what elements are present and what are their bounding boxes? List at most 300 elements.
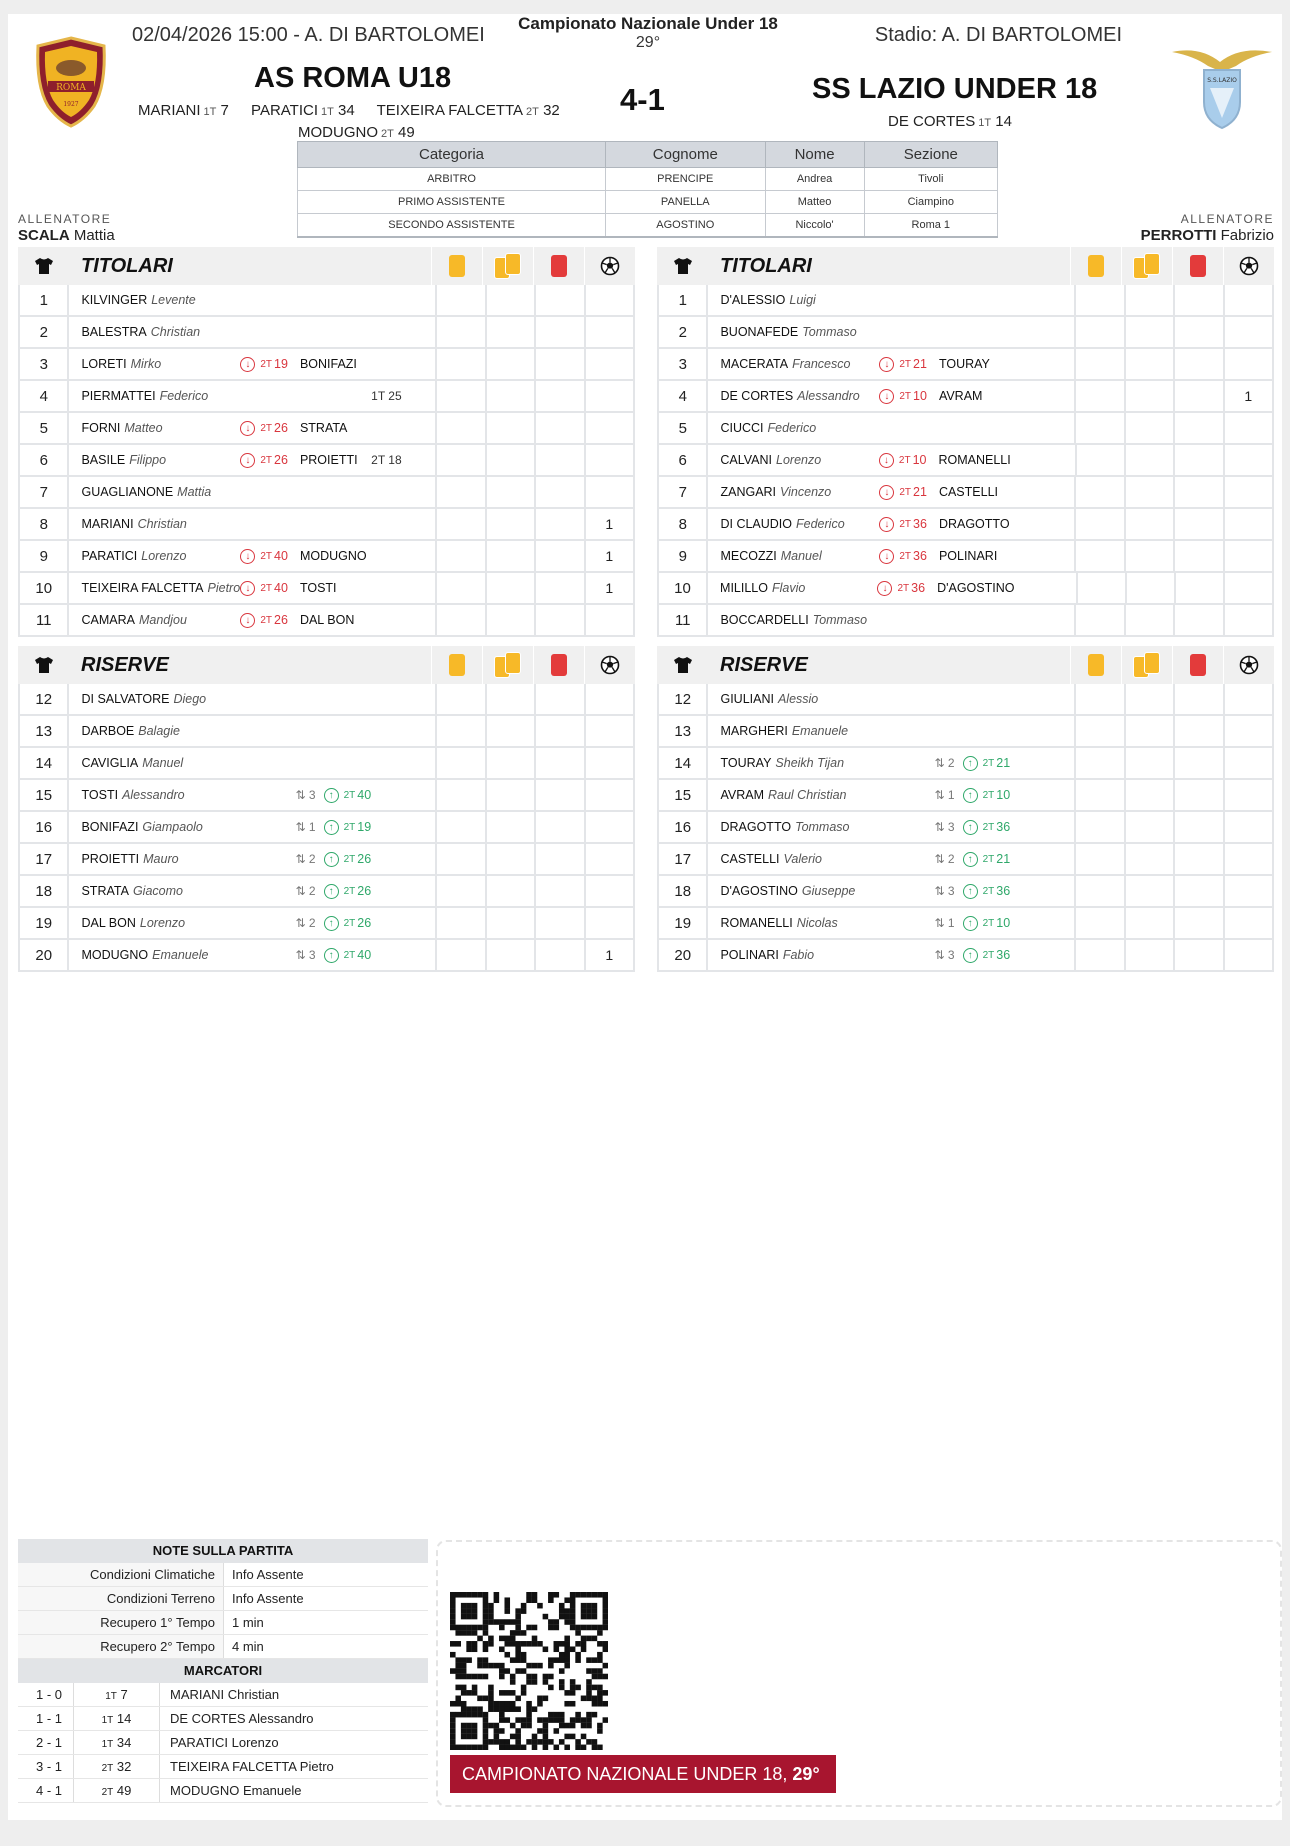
double-yellow-card-cell <box>1124 413 1173 443</box>
player-row[interactable] <box>659 684 1272 716</box>
shirt-number: 8 <box>20 509 69 539</box>
stadium-name: A. DI BARTOLOMEI <box>941 24 1122 46</box>
double-yellow-card-cell <box>1124 349 1173 379</box>
player-name <box>69 724 240 738</box>
player-surname: DI SALVATORE <box>81 692 170 706</box>
yellow-card-cell <box>1074 748 1123 778</box>
double-yellow-card-icon <box>1121 247 1172 285</box>
red-card-cell <box>534 509 583 539</box>
yellow-card-cell <box>1074 285 1123 315</box>
yellow-card-cell <box>1074 908 1123 938</box>
extra-info: 1T 25 <box>371 389 402 403</box>
qr-code-icon[interactable] <box>450 1592 608 1750</box>
red-card-cell <box>534 908 583 938</box>
goals-cell <box>1223 573 1272 603</box>
sub-out-icon: ↓ 2T 10 <box>879 389 927 404</box>
away-subs-section-header <box>657 646 1274 684</box>
sub-minute: 36 <box>996 820 1011 834</box>
red-card-cell <box>1173 908 1222 938</box>
goals-cell: 1 <box>584 940 633 970</box>
shirt-number: 20 <box>659 940 708 970</box>
player-row[interactable] <box>20 317 633 349</box>
sub-minute: 26 <box>274 421 288 435</box>
player-name <box>69 421 240 435</box>
player-name <box>69 581 240 595</box>
player-row[interactable] <box>659 716 1272 748</box>
scorer-minute: 14 <box>116 1711 132 1726</box>
player-name <box>69 613 240 627</box>
player-surname: STRATA <box>81 884 129 898</box>
player-firstname: Levente <box>151 293 196 307</box>
double-yellow-card-cell <box>485 716 534 746</box>
player-row[interactable] <box>659 445 1272 477</box>
yellow-card-icon <box>431 247 482 285</box>
shirt-number: 7 <box>659 477 708 507</box>
away-coach: PERROTTI Fabrizio <box>1140 227 1274 244</box>
double-yellow-card-cell <box>1124 509 1173 539</box>
goals-cell <box>1223 876 1272 906</box>
sub-half: 2T <box>898 454 911 466</box>
yellow-card-cell <box>1074 605 1123 635</box>
shirt-number: 4 <box>659 381 708 411</box>
red-card <box>551 255 567 277</box>
goals-cell <box>1223 908 1272 938</box>
goals-cell <box>1223 541 1272 571</box>
player-row[interactable] <box>659 541 1272 573</box>
player-surname: TEIXEIRA FALCETTA <box>81 581 204 595</box>
goals-cell: 1 <box>1223 381 1272 411</box>
competition-title: Campionato Nazionale Under 18 <box>518 14 778 33</box>
sub-half: 2T <box>343 789 356 801</box>
yellow-card-cell <box>1074 812 1123 842</box>
player-row[interactable] <box>20 684 633 716</box>
lazio-logo-text: S.S.LAZIO <box>1207 77 1237 84</box>
section-title: RISERVE <box>81 653 169 676</box>
shirt-number: 11 <box>20 605 69 635</box>
red-card-cell <box>1173 844 1222 874</box>
sub-half: 2T <box>343 885 356 897</box>
home-starters-section-header <box>18 247 635 285</box>
double-yellow-card-cell <box>1125 573 1174 603</box>
player-firstname: Diego <box>173 692 207 706</box>
sub-minute: 26 <box>274 613 288 627</box>
scorer-half: 1T <box>101 1739 114 1750</box>
away-scorers-line <box>888 113 1012 130</box>
lazio-logo <box>1170 42 1274 132</box>
player-name <box>69 916 240 930</box>
shirt-number: 18 <box>659 876 708 906</box>
player-name <box>69 389 240 403</box>
double-yellow-card-cell <box>1124 445 1173 475</box>
red-card-cell <box>1173 381 1222 411</box>
sub-half: 2T <box>897 582 910 594</box>
player-name <box>69 325 240 339</box>
player-row[interactable] <box>20 413 633 445</box>
shirt-number: 6 <box>20 445 69 475</box>
player-surname: GUAGLIANONE <box>81 485 174 499</box>
player-firstname: Mauro <box>143 852 179 866</box>
scorer-row <box>18 1731 428 1755</box>
yellow-card-cell <box>435 445 484 475</box>
shirt-number: 13 <box>20 716 69 746</box>
sub-minute: 36 <box>913 549 927 563</box>
player-surname: BOCCARDELLI <box>720 613 809 627</box>
yellow-card-cell <box>435 349 484 379</box>
shirt-number: 8 <box>659 509 708 539</box>
player-firstname: Luigi <box>789 293 816 307</box>
home-scorer: MARIANI 1T 7 <box>138 102 229 119</box>
player-firstname: Emanuele <box>791 724 849 738</box>
yellow-card-cell <box>1074 317 1123 347</box>
player-firstname: Pietro <box>207 581 241 595</box>
yellow-card-cell <box>435 541 484 571</box>
red-card-cell <box>1173 876 1222 906</box>
player-row[interactable] <box>659 812 1272 844</box>
player-surname: D'AGOSTINO <box>720 884 798 898</box>
player-surname: TOSTI <box>81 788 119 802</box>
scorer-half: 2T <box>101 1763 114 1774</box>
sub-out-icon: ↓ 2T 10 <box>879 453 927 468</box>
sub-minute: 21 <box>996 852 1011 866</box>
red-card-cell <box>1173 509 1222 539</box>
goals-cell <box>584 349 633 379</box>
player-name <box>69 517 240 531</box>
yellow-card-cell <box>1074 541 1123 571</box>
player-row[interactable] <box>659 317 1272 349</box>
goals-cell: 1 <box>584 541 633 571</box>
yellow-card-cell <box>435 876 484 906</box>
player-row[interactable] <box>20 748 633 780</box>
sub-out-icon: ↓ 2T 26 <box>240 453 288 468</box>
player-firstname: Federico <box>159 389 209 403</box>
sub-minute: 40 <box>274 549 288 563</box>
double-yellow-card-cell <box>485 445 534 475</box>
sub-half: 2T <box>982 757 995 769</box>
substitution-info <box>877 581 1015 596</box>
replaced-by: STRATA <box>299 421 348 435</box>
sub-minute: 19 <box>274 357 288 371</box>
replaced-by: DRAGOTTO <box>938 517 1010 531</box>
red-card-cell <box>534 573 583 603</box>
shirt-number: 15 <box>20 780 69 810</box>
swap-icon: ⇅ 3 <box>295 788 316 802</box>
yellow-card-icon <box>1070 646 1121 684</box>
player-firstname: Manuel <box>142 756 184 770</box>
yellow-card-cell <box>1074 349 1123 379</box>
double-yellow-card-cell <box>485 509 534 539</box>
sub-half: 2T <box>343 853 356 865</box>
red-card <box>1190 255 1206 277</box>
extra-info: 2T 18 <box>371 453 402 467</box>
sub-minute: 21 <box>913 485 927 499</box>
substitution-info <box>240 453 371 468</box>
player-row[interactable] <box>20 381 633 413</box>
red-card-cell <box>534 285 583 315</box>
scorer-minute: 32 <box>116 1759 132 1774</box>
player-row[interactable] <box>20 844 633 876</box>
player-firstname: Balagie <box>138 724 180 738</box>
scorer-minute: 34 <box>116 1735 132 1750</box>
player-surname: MECOZZI <box>720 549 777 563</box>
sub-out-icon: ↓ 2T 36 <box>877 581 925 596</box>
player-row[interactable] <box>659 477 1272 509</box>
goals-cell <box>584 445 633 475</box>
yellow-card-cell <box>1074 716 1123 746</box>
player-row[interactable] <box>659 509 1272 541</box>
player-surname: CALVANI <box>720 453 773 467</box>
red-card-cell <box>1174 573 1223 603</box>
yellow-card-cell <box>435 844 484 874</box>
player-name <box>69 756 240 770</box>
home-scorer: TEIXEIRA FALCETTA 2T 32 <box>376 102 560 119</box>
double-yellow-card-cell <box>485 317 534 347</box>
goals-cell <box>1223 940 1272 970</box>
player-row[interactable] <box>659 780 1272 812</box>
shirt-number: 13 <box>659 716 708 746</box>
notes-row: Condizioni Climatiche Info Assente <box>18 1563 428 1587</box>
player-name <box>708 852 879 866</box>
player-name <box>708 293 879 307</box>
player-row[interactable] <box>20 349 633 381</box>
player-row[interactable] <box>659 605 1272 637</box>
player-row[interactable] <box>20 573 633 605</box>
notes-title: NOTE SULLA PARTITA <box>18 1539 428 1563</box>
goals-cell <box>584 413 633 443</box>
sub-minute: 40 <box>357 948 372 962</box>
sub-minute: 10 <box>912 453 927 467</box>
yellow-card-cell <box>1074 381 1123 411</box>
red-card-icon <box>533 646 584 684</box>
goals-cell <box>1223 285 1272 315</box>
replaced-by: DAL BON <box>299 613 355 627</box>
player-row[interactable] <box>20 477 633 509</box>
player-name <box>708 485 879 499</box>
player-row[interactable] <box>659 876 1272 908</box>
shirt-number: 12 <box>659 684 708 714</box>
goals-cell <box>584 381 633 411</box>
player-surname: CAMARA <box>81 613 135 627</box>
substitution-info <box>879 884 1010 899</box>
roma-logo <box>34 36 108 128</box>
yellow-card-cell <box>1074 940 1123 970</box>
away-coach-label: ALLENATORE <box>1180 212 1274 226</box>
yellow-card <box>449 654 465 676</box>
swap-icon: ⇅ 2 <box>295 852 316 866</box>
player-row[interactable] <box>659 349 1272 381</box>
player-firstname: Christian <box>137 517 187 531</box>
double-yellow-card-cell <box>485 908 534 938</box>
goals-cell <box>584 477 633 507</box>
player-row[interactable] <box>20 812 633 844</box>
red-card-icon <box>1172 646 1223 684</box>
yellow-card-cell <box>435 716 484 746</box>
player-row[interactable] <box>659 285 1272 317</box>
double-yellow-card <box>1133 253 1161 279</box>
scorer-half: 2T <box>101 1787 114 1798</box>
goals-cell <box>584 285 633 315</box>
player-row[interactable] <box>20 509 633 541</box>
scorer-score: 2 - 1 <box>18 1731 74 1754</box>
player-row[interactable] <box>659 748 1272 780</box>
substitution-info <box>879 820 1010 835</box>
goals-cell: 1 <box>584 573 633 603</box>
scorer-row <box>18 1755 428 1779</box>
sub-half: 2T <box>982 885 995 897</box>
away-subs-table <box>657 646 1274 972</box>
player-row[interactable] <box>659 413 1272 445</box>
away-subs-player-list <box>657 684 1274 972</box>
replaced-by: ROMANELLI <box>938 453 1011 467</box>
ref-row: ARBITRO PRENCIPE Andrea Tivoli <box>298 168 998 191</box>
player-surname: BALESTRA <box>81 325 147 339</box>
player-row[interactable] <box>659 573 1272 605</box>
replaced-by: BONIFAZI <box>299 357 357 371</box>
sub-in-icon: ↑ 2T 21 <box>963 852 1011 867</box>
section-title: TITOLARI <box>81 254 173 277</box>
red-card-cell <box>534 605 583 635</box>
home-scorer: MODUGNO 2T 49 <box>298 124 415 141</box>
player-firstname: Federico <box>796 517 845 531</box>
player-name <box>708 884 879 898</box>
competition-round: 29° <box>635 34 661 51</box>
red-card-cell <box>1173 684 1222 714</box>
substitution-info <box>240 421 371 436</box>
yellow-card-cell <box>1074 876 1123 906</box>
player-name <box>708 549 879 563</box>
goals-cell <box>1223 780 1272 810</box>
sub-in-icon: ↑ 2T 40 <box>324 948 372 963</box>
player-name <box>708 325 879 339</box>
player-name <box>708 389 879 403</box>
player-surname: DRAGOTTO <box>720 820 792 834</box>
scorer-name: PARATICI Lorenzo <box>170 1735 279 1750</box>
stadium-label: Stadio: <box>874 24 938 46</box>
scorer-time <box>74 1731 160 1754</box>
substitution-info <box>879 357 1010 372</box>
scorers-title: MARCATORI <box>18 1659 428 1683</box>
swap-count: 1 <box>947 916 955 930</box>
yellow-card-cell <box>1075 445 1124 475</box>
player-row[interactable] <box>20 716 633 748</box>
goals-cell <box>1223 605 1272 635</box>
sub-in-icon: ↑ 2T 36 <box>963 884 1011 899</box>
player-surname: GIULIANI <box>720 692 774 706</box>
sub-minute: 40 <box>274 581 288 595</box>
swap-count: 2 <box>947 756 955 770</box>
red-card-cell <box>534 349 583 379</box>
replaced-by: POLINARI <box>938 549 998 563</box>
goals-cell <box>1223 748 1272 778</box>
sub-half: 2T <box>899 358 912 370</box>
swap-icon: ⇅ 3 <box>934 948 955 962</box>
scorer-time <box>74 1707 160 1730</box>
player-surname: D'ALESSIO <box>720 293 786 307</box>
player-surname: MODUGNO <box>81 948 149 962</box>
yellow-card-cell <box>1074 509 1123 539</box>
yellow-card <box>1088 654 1104 676</box>
player-name <box>69 357 240 371</box>
ref-row: SECONDO ASSISTENTE AGOSTINO Niccolo' Roma 1 <box>298 214 998 237</box>
red-card-cell <box>1173 716 1222 746</box>
player-row[interactable] <box>659 381 1272 413</box>
replaced-by: TOSTI <box>299 581 337 595</box>
double-yellow-card-cell <box>1124 812 1173 842</box>
player-row[interactable] <box>659 844 1272 876</box>
player-row[interactable] <box>20 605 633 637</box>
player-row[interactable] <box>20 876 633 908</box>
player-firstname: Tommaso <box>802 325 857 339</box>
player-surname: CAVIGLIA <box>81 756 139 770</box>
sub-minute: 36 <box>996 884 1011 898</box>
scorer-score: 4 - 1 <box>18 1779 74 1802</box>
replaced-by: MODUGNO <box>299 549 367 563</box>
sub-half: 2T <box>260 582 273 594</box>
football-icon <box>1223 646 1274 684</box>
player-firstname: Giuseppe <box>801 884 856 898</box>
sub-in-icon: ↑ 2T 10 <box>963 916 1011 931</box>
scorer-minute: 7 <box>120 1687 128 1702</box>
player-row[interactable] <box>20 285 633 317</box>
sub-in-icon: ↑ 2T 26 <box>324 916 372 931</box>
shirt-number: 10 <box>659 573 708 603</box>
shirt-number: 1 <box>659 285 708 315</box>
shirt-number: 5 <box>659 413 708 443</box>
player-surname: CIUCCI <box>720 421 764 435</box>
shirt-number: 1 <box>20 285 69 315</box>
player-row[interactable] <box>659 908 1272 940</box>
player-name <box>69 692 240 706</box>
double-yellow-card-cell <box>1124 716 1173 746</box>
home-starters-player-list <box>18 285 635 637</box>
double-yellow-card-cell <box>485 876 534 906</box>
sub-out-icon: ↓ 2T 26 <box>240 421 288 436</box>
notes-row: Condizioni Terreno Info Assente <box>18 1587 428 1611</box>
swap-icon: ⇅ 3 <box>934 820 955 834</box>
shirt-number: 16 <box>659 812 708 842</box>
player-surname: TOURAY <box>720 756 772 770</box>
player-row[interactable] <box>20 940 633 972</box>
player-firstname: Lorenzo <box>141 549 187 563</box>
away-starters-player-list <box>657 285 1274 637</box>
goals-cell <box>584 605 633 635</box>
yellow-card-cell <box>1074 684 1123 714</box>
player-name <box>708 581 877 595</box>
double-yellow-card-cell <box>485 940 534 970</box>
player-name <box>69 549 240 563</box>
player-row[interactable] <box>20 445 633 477</box>
player-firstname: Mandjou <box>138 613 187 627</box>
swap-count: 3 <box>308 788 316 802</box>
scorers-list <box>18 1683 428 1803</box>
sub-in-icon: ↑ 2T 36 <box>963 820 1011 835</box>
player-row[interactable] <box>659 940 1272 972</box>
player-row[interactable] <box>20 780 633 812</box>
player-name <box>69 788 240 802</box>
scorer-time <box>74 1683 160 1706</box>
red-card-cell <box>1173 812 1222 842</box>
swap-count: 2 <box>947 852 955 866</box>
shirt-icon <box>657 257 708 275</box>
double-yellow-card-cell <box>1124 381 1173 411</box>
sub-out-icon: ↓ 2T 36 <box>879 517 927 532</box>
sub-half: 2T <box>899 486 912 498</box>
yellow-card <box>1088 255 1104 277</box>
red-card-cell <box>1173 445 1222 475</box>
home-subs-section-header <box>18 646 635 684</box>
player-row[interactable] <box>20 541 633 573</box>
player-row[interactable] <box>20 908 633 940</box>
player-firstname: Vincenzo <box>780 485 832 499</box>
